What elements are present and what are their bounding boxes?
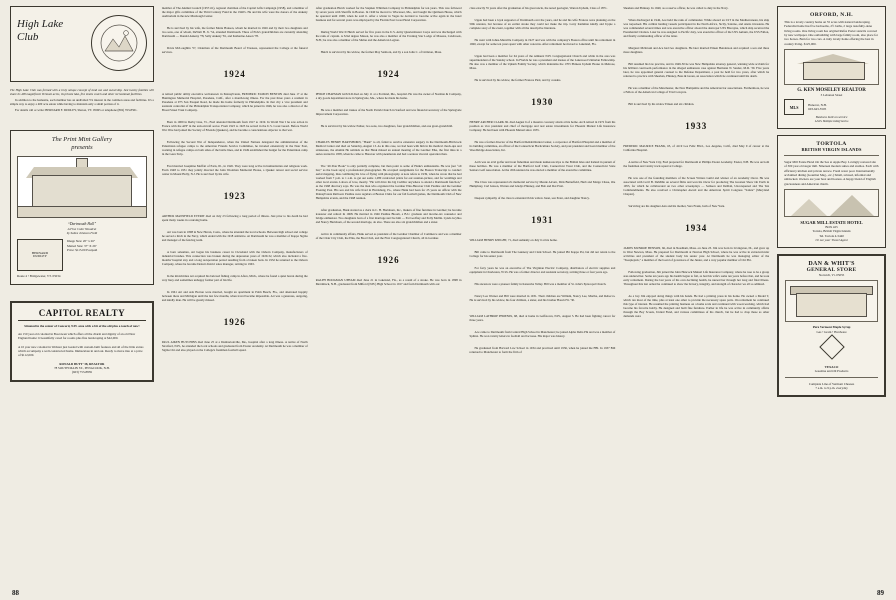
col4-para-1: Sheehan and Phinney. In 1940, as a reserve officer, he was called to duty in the Navy.	[623, 6, 729, 10]
stamp-line-1: BERNARD	[31, 250, 49, 255]
col2b-para-2: He was a member and trustee of the North Parish Church in Sanford and was financial secretary of the Springvale Improvement Corporation.	[315, 108, 462, 117]
dan-whits-line-1: DAN & WHIT'S	[808, 261, 855, 268]
realtor-badge-icon: MLS	[784, 99, 804, 115]
tortola-phone: Tel. Tortola 4-5440	[819, 233, 844, 238]
col3c-para-5: Nancy Lee Warner and Bill were married in 1931. Their children are William, Nancy Lee, Martha, and Rebecca. He is survived by his widow, his four children, a sister, and his brother Harold W. '30.	[469, 294, 616, 303]
col3d-para-1: WILLIAM LATHROP PHOENIX, 68, died at home in Goffstown, N.H., August 5. He had been fighting cancer for three years.	[469, 314, 616, 323]
col3b-para-1: HENRY ARCHER CLARK JR. died August 6 of a massive coronary attack at his home. Arch retired in 1972 from his position as vice president and chief of mortgage and real estate investments for Phoenix Mutual Life Insurance Company. He had been with Phoenix Mutual since 1935.	[469, 120, 616, 133]
dan-whits-line-2: GENERAL STORE	[806, 267, 857, 274]
col1c-para-4: In the mid-thirties Art acquired his beloved fishing camp in Afton, Mich., where he found a quiet haven during the very busy and sometimes unhappy former part of his life.	[161, 274, 308, 283]
print-mint-title: “Dartmouth Hall”	[67, 221, 97, 226]
print-mint-detail-4: Route 4 • Bridgewater, VT. 05034	[17, 274, 61, 279]
col2-para-1: After graduation Hutch worked for the Stephen Whitman Company in Philadelphia for ten years. This was followed by seven years with Sheriffs in Boston. In 1940 he moved to Wiscasset, Me., and bought the Quimsan House, which he operated until 1968, when he sold it. After a winter in Vegas he decided to become active again in the hotel business and for several years was employed by the Florida East Coast Hotel Corporation.	[315, 6, 462, 23]
print-mint-detail-2: Matted Size: 37″ X 26″	[67, 243, 97, 248]
dan-whits-brand-sub: Gasoline and Oil Products	[814, 369, 849, 374]
col1d-para-1: PAUL AIKEN HUTCHINS died June 25 at a Dunbartonville, Me., hospital after a long illness. A native of North Stratford, N.H., he attended the local schools and graduated from Exeter Academy. At Dartmouth he was a member of Sigma Chi and also played on the College's freshman football squad.	[161, 340, 308, 353]
year-heading-1926: 1926	[223, 317, 246, 328]
col3-para-2: Uppie had been a loyal supporter of Dartmouth over the years, and he and his wife Frances were planning on the 50th reunion, but because of an earlier stroke they could not make the trip. Larry Kamman kindly and Uppie a complete story of the event, together with all the descriptive literature.	[469, 18, 616, 31]
col4b-para-2: A native of New York City, Fred prepared for Dartmouth at Phillips Exeter Academy. Exeter, N.H. He was on both the freshman and varsity track squad at College.	[623, 160, 770, 169]
col1c-para-2: Art was born in 1898 in New Haven, Conn., where he attended the local schools. Between high school and college he served a hitch in the Navy, which ended with the 1918 armistice. At Dartmouth he was a member of Kappa Sigma and manager of the fencing team.	[161, 230, 308, 243]
col3b-para-2: He was a former director of the Hartford Rehabilitation Center, a corporator of Hartford Hospital and a member of its building committee, an officer of the Connecticut Horticulture Society, and past president and board member of the Woodbridge Association, Inc.	[469, 140, 616, 153]
col4c-para-2: Following graduation, Jim joined the John Hancock Mutual Life Insurance Company, where he rose to be a group area underwriter. Some ten years ago his health began to fail, as had his wife's some ten years before that, and he took early retirement. During the last years of his own declining health, he nursed her through her long and final illness. Throughout this last ordeal he continued to show the bravery, integrity, and strength of character we all so admired.	[623, 270, 770, 287]
high-lake-club-seal-icon	[91, 15, 147, 71]
dan-whits-tag-2: 7 a.m. to 9 p.m. everyday	[815, 386, 848, 390]
tortola-tagline: Or see your Travel Agent	[815, 237, 848, 242]
col4c-para-3: As a boy Jim enjoyed doing things with his hands. He had a printing press in his home. He owned a Model T, which ran most of the time, plus at least one other to provide the necessary spare parts. On retirement he continued this type of interest. He resumed the printing business on a home scale and continued with wood-working, which had become his favorite hobby. He designed and built fine furniture. Earlier in life he was active in community affairs through the Boy Scouts, United Fund, and various committees of his church, but he had to drop these as other demands were	[623, 294, 770, 319]
col2c-para-3: After graduation, Hank started as a clerk in C. H. Hartshorn, Inc., makers of fine furniture in Gardner; he became treasurer and retired In 1968. He married in 1946 Pauline Bloom, a B.U. graduate and income-tax counselor and bridge enthusiast. Two daughters born of a first marriage survive him — Pat Godfrey and Polly Mellin. Lynda Grybko and Nancy Hartshorn, of the second marriage, do also. There are also six grandchildren and a sister.	[315, 208, 462, 225]
year-heading-1933: 1933	[685, 121, 708, 132]
obituary-column-2	[316, 6, 462, 584]
col3d-para-2: Ace came to Dartmouth from Central High School in Manchester; he joined Alpha Delta Phi and was a member of Sphinx. He won varsity letters in football and lacrosse. His major was history.	[469, 330, 616, 339]
col4c-para-1: JAMES MUNROE BENSON, 66, died in Needham, Mass. on June 23. Jim was born in Livingston, Ill., and grew up in West Newton, Mass. He prepared for Dartmouth at Newton High School, where he was active in extracurricular activities and president of the student body his senior year. At Dartmouth he was managing editor of the “Steeplejack,” a member of the board of governors of the Junior, and a very popular member of Chi Phi.	[623, 246, 770, 263]
orford-broker: G. KEN MOSELEY REALTOR	[797, 87, 866, 93]
tortola-name: SUGAR MILL ESTATE HOTEL	[800, 219, 863, 225]
col2b-para-3: He is survived by his widow Esther, two sons, two daughters, four grandchildren, and one great-grandchild.	[320, 124, 453, 129]
tortola-title-1: TORTOLA	[816, 141, 847, 147]
col1c-para-5: In 1961 Art and Ada Horton were married, bought an apartment in Palm Beach, Fla., and alternated happily between there and Michigan until the last few months, when travel became impossible. Art was a generous, outgoing, and kindly man. He will be greatly missed.	[161, 290, 308, 303]
col1b-para-2: Born in 1909 in Derby Line, Vt., Fred attended Dartmouth from 1917 to 1919. In World War I he saw action in France with the AEF in the anti-aircraft sector. From 1923 to 1925 he served in the U.S. Coast Guard. Before World War II he had joined the Society of Friends (Quakers), and he became a conscientious objector to that war.	[161, 120, 308, 133]
orford-town-2: Hanover, N.H.	[808, 102, 827, 107]
print-mint-detail-3: Price: $115.00 Postpaid	[67, 248, 98, 253]
col3b-para-5: Deepest sympathy of the class is extended th his widow Janet, son Peter, and daughter Nancy.	[474, 196, 590, 201]
capitol-realty-contact-3: (603) 753-8839	[71, 370, 92, 375]
col1c-para-3: A born salesman, Art began his business career in Cleveland with the Osborn Company, manufacturers of industrial brushes. This connection was broken during the depression years of 1929-32, which also included a five-months' hospital stay and a long recuperation period resulting from a broken back. In 1932 he returned to the Osborn Company, where he became Detroit district sales manager, retiring in 1963.	[161, 250, 308, 267]
print-mint-sub-2: by Sabra Johnson Field	[66, 231, 98, 236]
dan-whits-product-2: Gas • Grain • Hardware	[816, 329, 847, 334]
col4-para-6: Bill is survived by his widow Eileen and six children.	[628, 102, 695, 107]
ad-orford-nh	[777, 6, 886, 129]
col1-para-1: member of The Alumni Council (1957-61), regional chairman of the Capital Gifts Campaign (1958), and a member of the major gifts committee of the Third Century Fund in the 1940's. He and his wife were the donors of the Ankeny Auditorium in the new Murdough Center.	[161, 6, 308, 19]
col4b-para-1: FREDERIC MAURICE FRANK, 65, of 4119 Los Feliz Blvd., Los Angeles, Calif., died May 9 of cancer at the California Hospital.	[623, 144, 770, 153]
capitol-realty-title: CAPITOL REALTY	[18, 308, 146, 321]
col2-para-2: During World War II Hutch served for five years in the U.S. Army Quartermaster Corps and was discharged with the rank of captain. A 32nd degree Mason, he was also a member of the Evening Star Lodge of Masons, Colebrook, N.H.; he was also a member of the Shrine and the American Legion.	[315, 30, 462, 43]
year-heading-1931: 1931	[531, 215, 554, 226]
orford-body: This is a lovely country home on 55 acres with natural landscaping. Federalist home has five bedrooms, 2½ baths, 2 large tastefully-done living rooms. One living room has original Rufus Porter stencils covered by new wallpaper. One outbuilding with large family room, also place for two horses. Barn for two cars. A truly lovely home offering the best in country living. $125,000.	[784, 20, 878, 46]
folio-right: 89	[877, 589, 884, 597]
orford-town: ORFORD, N.H.	[810, 12, 854, 18]
year-heading-1926-b: 1926	[377, 255, 400, 266]
col1b-para-1: A retired public utility executive well-known in Pennsylvania, FREDERIC ELMON BENTON died June 17 at the Huntington Memorial Hospital, Pasadena, Calif., after a month-long illness. For the past three years a resident in Pasadena at 975 San Pasqual Road, he made his home formerly in Philadelphia. In that city a vice president and assistant controller of the Philadelphia Transportation Company, which he joined in 1946, he was also a director of the Broad Street Trust Company.	[161, 92, 308, 113]
ad-dan-and-whits	[777, 254, 886, 397]
general-store-image	[785, 280, 878, 322]
col2c-para-1: CHARLES HENRY HARTSHORN, “Hank” to all, failed to survive extensive surgery in the Dartmouth-Hitchcock Medical Center and died on Saturday, August 13. As in this case, we had been with him in his medical check-ups and sicknesses, the Alumni He reminds us that Hank missed an annual meeting of the Gardner Elks, the first miss in a series started in 1958, when he came to Hanover with pneumonia and had a serious visceral operation then.	[315, 140, 462, 157]
print-mint-detail-1: Image Size: 20″ x 26″	[67, 239, 96, 244]
dan-whits-tag-1: Complete Line of Vermont Cheeses	[808, 381, 855, 386]
capitol-realty-contact-2: 78 SOUTH MAIN ST., PENACOOK, N.H.	[54, 365, 110, 370]
print-mint-stamp-icon	[17, 239, 63, 271]
col3c-para-2: Bill came to Dartmouth from The Gunnery and Clark School. He joined Phi Kappa Psi, but did not return to the College for his senior year.	[469, 250, 616, 259]
ad-print-mint-gallery	[10, 130, 154, 285]
orford-tagline: Business built on service	[815, 115, 848, 120]
orford-address: 3 Lebanon Street	[820, 92, 843, 97]
orford-house-image	[784, 49, 879, 85]
ad-high-lake-club	[10, 6, 154, 82]
tortola-body: Sugar Mill Estate Hotel On the Sea at Apple Bay. Lovingly restored site of 300 year old sugar mill. Nineteen modern suites and studios. Each with efficiency kitchen and private terrace. Fresh water pool. Internationally acclaimed dining (Gourmet Mag., etc.) Small, relaxed, informal and unblocked. Owners are your host and hostess. A happy blend of English graciousness and American charm.	[784, 160, 879, 186]
col1b-para-3: Following the Second War of Independence, when the United Nations delegated the administration of the Palestinian refugee camps to the American Friends Service Committee, he traveled extensively in the Near East, working in refugee camps on both sides of the battle lines, and in 1949 established the budget for the Palestinian camp in the Gaza Strip.	[161, 140, 308, 157]
high-lake-club-name: High Lake Club	[17, 18, 64, 43]
stamp-line-2: DUDLEY	[33, 254, 47, 259]
capitol-realty-line-2: An 150 year old colonial in Boscawen which offers all the charm and dignity of an old New England home: 6 beautifully cared for rooms plus fine landscaping at $42,000.	[18, 332, 136, 341]
col2c-para-4: Active in community affairs, Hank served as president of the Gardner Chamber of Commerce and was a member of the Chair City Club, the Elks, the Boat Club, and the First Congregational Church, all in Gardner.	[315, 232, 462, 241]
col2b-para-1: PHILIP CHAPMAN GOULD died on July 11 at a Portland, Me., hospital. He was the owner of Norman & Company, a dry goods department store in Springvale, Me., where he made his home.	[315, 92, 462, 101]
col1-para-3: Davis McLoughlin '57, Chairman of the Dartmouth Board of Trustees, represented the College at the funeral services.	[161, 46, 308, 55]
ad-capitol-realty	[10, 301, 154, 382]
col3-para-3: He went with Johns-Manville Company in 1927 and was with the company's Boston office until his retirement in 1960, except for some ten years spent with other concerns. After retirement he moved to Lakeland, Fla.	[469, 38, 616, 47]
col1b-para-4: Fred married Josephine Moffatt of Paris, Ill., in 1926. They were long active in humanitarian and religious work. From 1948 to 1951 they jointly directed the John Woolman Memorial House, a Quaker retreat and social service center in Mount Holly, N.J. He is survived by his wife.	[161, 164, 308, 177]
col3-para-4: Uppie had been a member for 64 years of the Amherst N.H. Congregational Church and while in the area was superintendent of the Sunday school. In Florida he was a president and trustee of the Lakewood Unitarian Fellowship. He also was a member of the Upham Family Society, which maintains the 1703 Phineas Upham House in Melrose, Mass.	[469, 54, 616, 71]
col2d-para-1: RALPH HOOGMAN UPHAM died June 21 in Lakeland, Fla., as a result of a stroke. He was born in 1898 in Merrimack, N.H., graduated from Milford (N.H.) High School in 1917 and from Dartmouth with our	[315, 278, 462, 287]
col3-para-1: class exactly 55 years after the graduation of his great uncle, the noted geologist, Warren Upham, Class of 1871.	[469, 6, 608, 10]
orford-phone: 603-643-5505	[808, 107, 827, 112]
obituary-column-1	[162, 6, 308, 584]
tortola-island-image	[784, 189, 879, 217]
tortola-title-2: BRITISH VIRGIN ISLANDS	[801, 147, 862, 152]
hlc-body-1: The High Lake Club was formed with a truly unique concept of land use and ownership. Just twenty families will share its 400 magnificent Vermont acres, its private lake, five tennis courts and other recreational facilities.	[10, 88, 154, 97]
year-heading-1924: 1924	[223, 69, 246, 80]
col3c-para-1: WILLIAM HENRY KNIGHT, 71, died suddenly on July 6 at his home.	[469, 238, 558, 243]
col3c-para-3: For forty years he was an executive of The Virginian Electric Company, distributors of electric supplies and equipment in Charleston, W.Va. He was a former director and assistant secretary, retiring three or four years ago.	[469, 266, 616, 275]
tortola-box: BOX 425	[825, 224, 838, 229]
year-heading-1923: 1923	[223, 191, 246, 202]
right-ad-column	[777, 6, 886, 584]
col1-para-2: He is survived by his wife, the former Marie Hanson, whom he married in 1926 and by their two daughters and two sons, one of whom, DeWalt H. Jr. '54, attended Dartmouth. Three of Pick's grandchildren are currently attending Dartmouth — Donald Ankeny '78, Sally Ankeny '81, and Katherine Anson '78.	[161, 26, 308, 39]
ad-tortola	[777, 135, 886, 248]
col4b-para-4: Surviving are his daughter Ann and his mother, Vera Frank, both of New York.	[628, 204, 725, 209]
obituary-column-4	[623, 6, 769, 584]
col3b-para-3: Arch was an avid golfer and trout fisherman and made numerous trips to the British Isles and Ireland in pursuit of these hobbies. He was a member of the Hartford Golf Club, Connecticut Trout Club, and the Connecticut State Seniors Golf Association. At the 45th reunion he was elected a member of the executive committee.	[469, 160, 616, 173]
dan-whits-brand: TEXACO	[824, 365, 839, 370]
obituary-column-3	[470, 6, 616, 584]
dan-whits-product-1: Pure Vermont Maple Syrup	[812, 325, 851, 330]
tortola-place: Tortola, British Virgin Islands	[812, 229, 851, 234]
col3-para-5: He is survived by his widow, the former Frances Plett, and by cousins.	[474, 78, 562, 83]
capitol-realty-line-1: Situated in the center of Concord, N.H. area with a bit of the old plus a touch of new!	[24, 323, 140, 328]
col2c-para-2: The ’40-Year Book” is only partially complete, but then point to some of Hank's enthusiasms. He was (not “all but,” as the book says) a professional photographer. He accepted assignments for the Boston Transcript to conduct aerial mapping, thus combining his love of flying with photography. A note refers to 1939, when he wrote that he had worked from 7 p.m. to 1 a.m. to get out some 1,280 contracted prints for our reunion-picture, and for weddings and other local events. Labors of love, mostly. “He will drive his big Cadillac anywhere to attend a Dartmouth function,” as the 1968 directory says. He was the man who organized the Gardner Elks-Hanover Club Pauline and the Gardner Evening Post. His son and his wife lived in Harrisburg, Pa., where Hank had been for 25 years an officer with the Pennsylvania Railroad. Pauline were regulars at Boston Clubs for our fall football games, the Dartmouth Club of New Hampshire events, and the 1968 reunion.	[315, 164, 462, 201]
print-mint-line-1: The Print Mint Gallery	[51, 136, 112, 144]
hlc-body-2: In addition to the homesite, each member has an undivided 5% interest in the common areas and facilities. It's a simple way to enjoy a 400 acre estate while having to maintain only a small portion of it.	[10, 98, 154, 107]
orford-footnote: A.M.S. Multiple Listing Service	[814, 119, 849, 123]
capitol-realty-line-3: A 10 year new colonial in Webster just loaded with custom-built features and all of the little extras which accompany a well-constructed home. Immaculate in and out. Ready to move into at a price of $112,000.	[18, 344, 144, 358]
col2-para-3: Hutch is survived by his widow, the former May Sanborn, and by a son John C. of Littleton, Mass.	[320, 50, 442, 55]
dartmouth-hall-woodcut-image	[17, 156, 147, 218]
col3d-para-3: He graduated from Harvard Law School in 1934 and practiced until 1936, when he joined the FBI. In 1937 Bill returned to Manchester to form the firm of	[469, 346, 616, 355]
col3b-para-4: The Class was represented at's memorial service by Meade Alcorn, Dick Butterfield, Herb and Marge Chase, Ote Humphrey, Carl Jenson, Warren and Gladys Phinney, and Bob and Dot Pratt.	[469, 180, 616, 189]
col3c-para-4: His ancestors were a pioneer family in Kanawha Valley. Bill was a member of St. John's Episcopal Church.	[474, 282, 607, 287]
folio-left: 88	[12, 589, 19, 597]
high-lake-club-copy	[10, 88, 154, 114]
texaco-star-icon	[819, 334, 844, 359]
col4-para-2: When discharged in 1946, Ace held the rank of commander. While aboard an LST in the Mediterranean, his ship was torpedoed. His combat landing vessels participated in the North Africa, Sicily, Salerno, and Anzio invasions. He was commended several times and was executive officer aboard the destroyer USS Biscayne, which ship received the Presidential Citation. Later he was assigned to Pacific duty, was executive officer of the USS Auburn, the USS Fallon, and finally commanding officer of the latter.	[623, 18, 770, 39]
year-heading-1934: 1934	[685, 223, 708, 234]
year-heading-1930: 1930	[531, 97, 554, 108]
col1c-para-1: ARTHUR MANSFIELD EVERIT died on July 23 following a long period of illness. Just prior to his death he had spent many weeks in a nursing home.	[161, 214, 308, 223]
year-heading-1924-b: 1924	[377, 69, 400, 80]
col4-para-3: Margaret McIntosh and Ace had two daughters. He later married Eileen Henderson and acquired a son and three more daughters.	[623, 46, 770, 55]
col4-para-4: Bill resumed his law practice, and in 1949-50 he was New Hampshire attorney general, winning wide acclaim for his brilliant courtroom performance in the alleged euthanasia case against Hermann N. Sander, M.D. '30. Five years later, he was appointed general counsel to the Defense Department, a post he held for two years, after which he returned to practice with Sheehan, Phinney, Bass & Green, an association which he continued until his death.	[623, 62, 770, 79]
hlc-body-3: For details call or write: BERNARD F. DUDLEY, Sharon, VT. 05065 or telephone (802) 763-8501.	[15, 108, 138, 113]
print-mint-sub-1: A Fine Color Woodcut	[67, 226, 97, 231]
col4-para-5: He was a member of the Manchester, the New Hampshire and the American bar associations. Furthermore, he was a Fellow of the American College of Trial Lawyers.	[623, 86, 770, 95]
col4b-para-3: He was one of the founding members of the Screen Writers Guild and winner of an Academy Oscar. He was associated with Cecil B. DeMille on several films and won his Oscar for producing The Greatest Show On Earth in 1953, for which he collaborated on two other screenplays — Samson and Delilah, Unconquered and The Ten Commandments. He also received a Christopher Award and the American Spirit Congress “Salute” (Maryland Chapter).	[623, 176, 770, 197]
print-mint-line-2: presents	[71, 143, 93, 151]
capitol-realty-contact-1: RONALD BUTT '38, REALTOR	[59, 361, 105, 366]
left-ad-column	[10, 6, 154, 584]
dan-whits-line-3: Norwich, Vt. 05055	[818, 273, 845, 278]
